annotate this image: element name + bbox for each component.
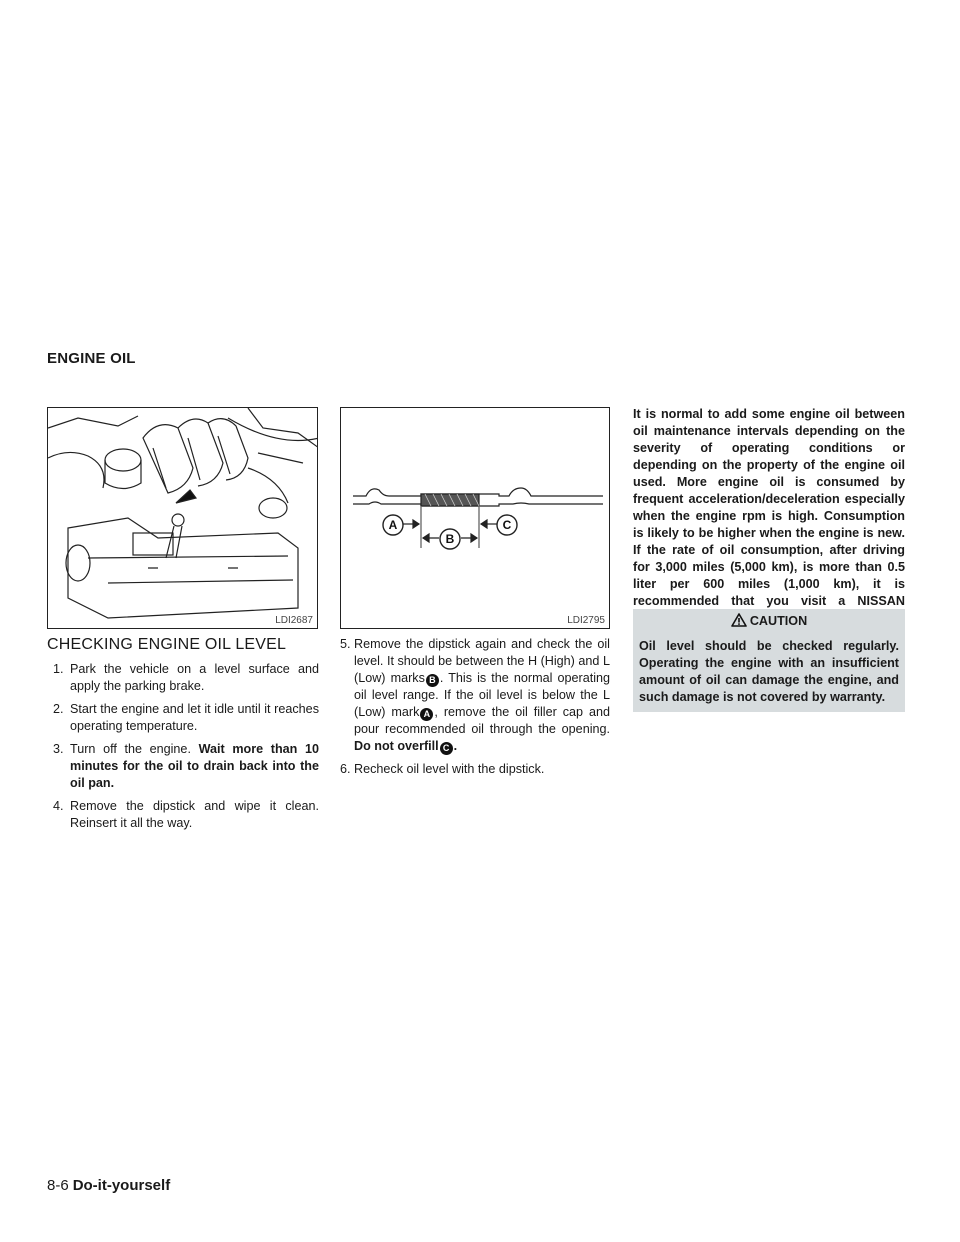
caution-title: CAUTION (749, 614, 808, 628)
label-b: B (445, 532, 455, 546)
step-3 (47, 741, 319, 792)
step-6 (340, 761, 610, 778)
step-5 (340, 636, 610, 755)
step-text: , remove the oil filler cap and pour recommended oil through the opening. (354, 705, 610, 736)
step-text: Start the engine and let it idle until it reaches operating temperature. (70, 702, 319, 733)
caution-box (633, 609, 905, 712)
engine-bay-figure (47, 407, 318, 629)
steps-list-1 (47, 661, 319, 832)
label-c: C (502, 518, 512, 532)
section-title: ENGINE OIL (47, 350, 136, 367)
mark-b-icon: B (426, 674, 439, 687)
step-4 (47, 798, 319, 832)
step-number: 6. (340, 762, 351, 776)
steps-list-2 (340, 636, 610, 778)
chapter-name: Do-it-yourself (72, 1177, 171, 1194)
step-text: Remove the dipstick again and check the oil level. It should be between the H (High) and L (Low) marks (354, 637, 610, 685)
step-warning: Do not overfill (354, 739, 439, 753)
caution-text: Oil level should be checked regularly. Operating the engine with an insufficient amount of oil can damage the engine, and such damage is not covered by warranty. (639, 639, 899, 704)
engine-bay-illustration (48, 408, 318, 629)
column-2 (340, 636, 610, 784)
step-text: Remove the dipstick and wipe it clean. Reinsert it all the way. (70, 799, 319, 830)
subheading: CHECKING ENGINE OIL LEVEL (47, 636, 287, 653)
step-1 (47, 661, 319, 695)
step-number: 5. (340, 637, 351, 651)
caution-header (633, 609, 905, 632)
mark-a-icon: A (420, 708, 433, 721)
mark-c-icon: C (440, 742, 453, 755)
step-end: . (453, 739, 458, 753)
step-number: 2. (53, 702, 64, 716)
page-number: 8-6 (47, 1177, 69, 1194)
figure-code-dipstick: LDI2795 (567, 615, 605, 626)
step-text: Turn off the engine. (70, 742, 199, 756)
step-number: 4. (53, 799, 64, 813)
oil-consumption-note: It is normal to add some engine oil between oil maintenance intervals depending on the severity of operating conditions or depending on the property of the engine oil used. More engine oil is consumed by frequent acceleration/deceleration especially when the engine rpm is high. Consumption is likely to be higher when the engine is new. If the rate of oil consumption, after driving for 3,000 miles (5,000 km), is more than 0.5 liter per 600 miles (1,000 km), it is recommended that you visit a NISSAN (633, 407, 905, 608)
step-text: Recheck oil level with the dipstick. (354, 762, 545, 776)
label-a: A (388, 518, 398, 532)
page-footer (47, 1177, 170, 1194)
step-number: 1. (53, 662, 64, 676)
step-warning: Wait more than 10 minutes for the oil to drain back into the oil pan. (70, 742, 319, 790)
step-number: 3. (53, 742, 64, 756)
column-1 (47, 636, 319, 838)
step-text: . This is the normal operating oil level range. If the oil level is below the L (Low) mark (354, 671, 610, 719)
dipstick-diagram (341, 408, 610, 629)
step-2 (47, 701, 319, 735)
column-3 (633, 406, 905, 627)
figure-code-engine: LDI2687 (275, 615, 313, 626)
dipstick-figure (340, 407, 610, 629)
warning-triangle-icon (731, 613, 747, 627)
step-text: Park the vehicle on a level surface and apply the parking brake. (70, 662, 319, 693)
